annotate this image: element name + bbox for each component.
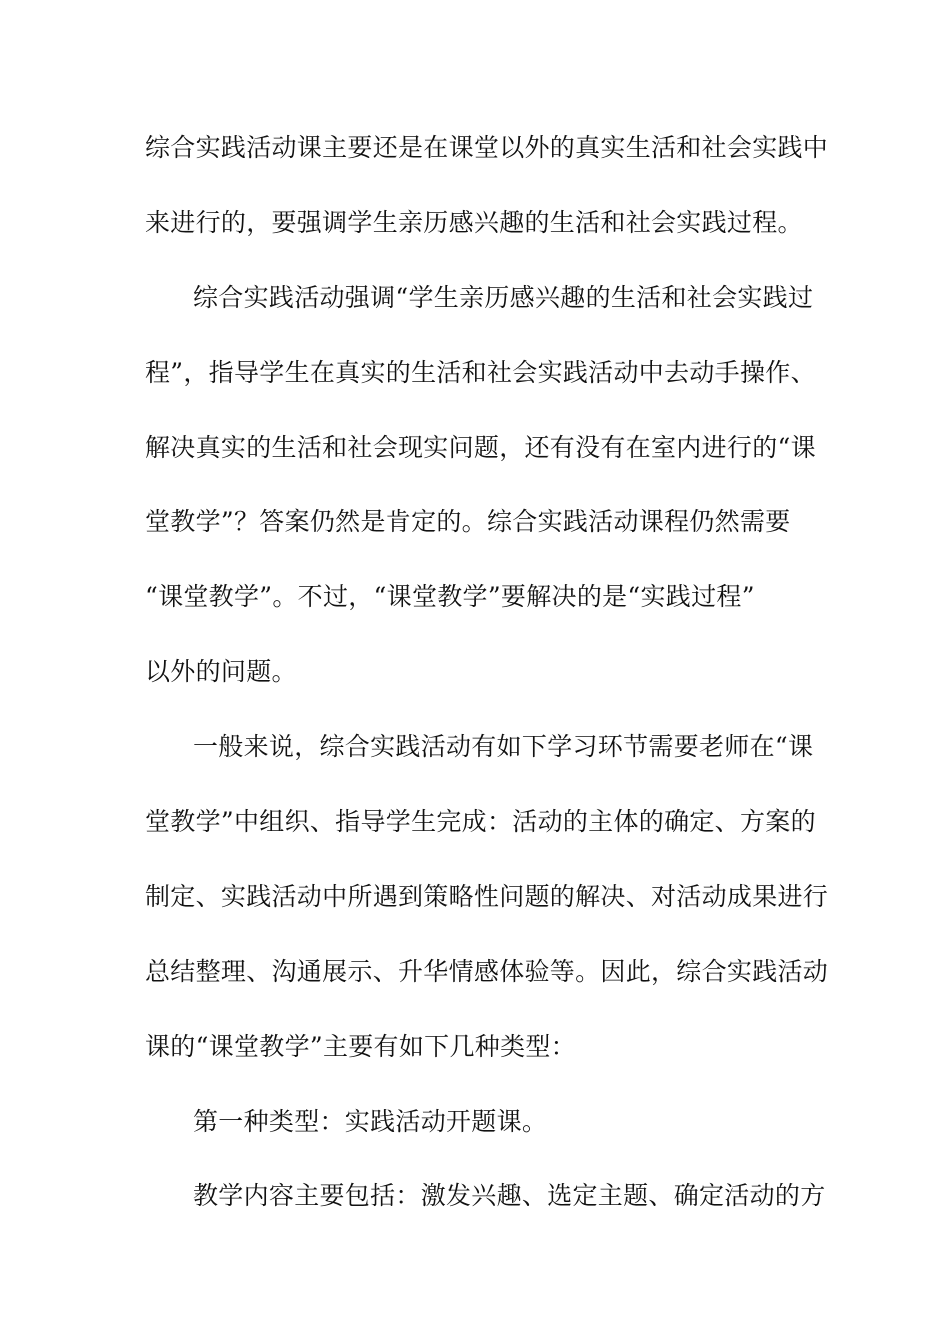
text-line: 制定、实践活动中所遇到策略性问题的解决、对活动成果进行 [145, 881, 829, 911]
text-line: 堂教学”？答案仍然是肯定的。综合实践活动课程仍然需要 [145, 507, 791, 537]
text-line: 来进行的，要强调学生亲历感兴趣的生活和社会实践过程。 [145, 207, 803, 237]
text-line: 程”，指导学生在真实的生活和社会实践活动中去动手操作、 [145, 357, 816, 387]
text-line: 以外的问题。 [145, 657, 297, 687]
text-line: 第一种类型：实践活动开题课。 [193, 1106, 548, 1136]
text-line: 堂教学”中组织、指导学生完成：活动的主体的确定、方案的 [145, 807, 816, 837]
text-line: “课堂教学”。不过，“课堂教学”要解决的是“实践过程” [145, 582, 755, 612]
text-line: 综合实践活动课主要还是在课堂以外的真实生活和社会实践中 [145, 133, 829, 162]
text-line: 综合实践活动强调“学生亲历感兴趣的生活和社会实践过 [193, 282, 814, 312]
text-line: 课的“课堂教学”主要有如下几种类型： [145, 1031, 576, 1061]
text-line: 一般来说，综合实践活动有如下学习环节需要老师在“课 [193, 732, 814, 762]
document-body [145, 125, 829, 1248]
text-line: 总结整理、沟通展示、升华情感体验等。因此，综合实践活动 [145, 956, 829, 986]
text-line: 解决真实的生活和社会现实问题，还有没有在室内进行的“课 [145, 432, 816, 462]
text-line: 教学内容主要包括：激发兴趣、选定主题、确定活动的方 [193, 1181, 826, 1211]
